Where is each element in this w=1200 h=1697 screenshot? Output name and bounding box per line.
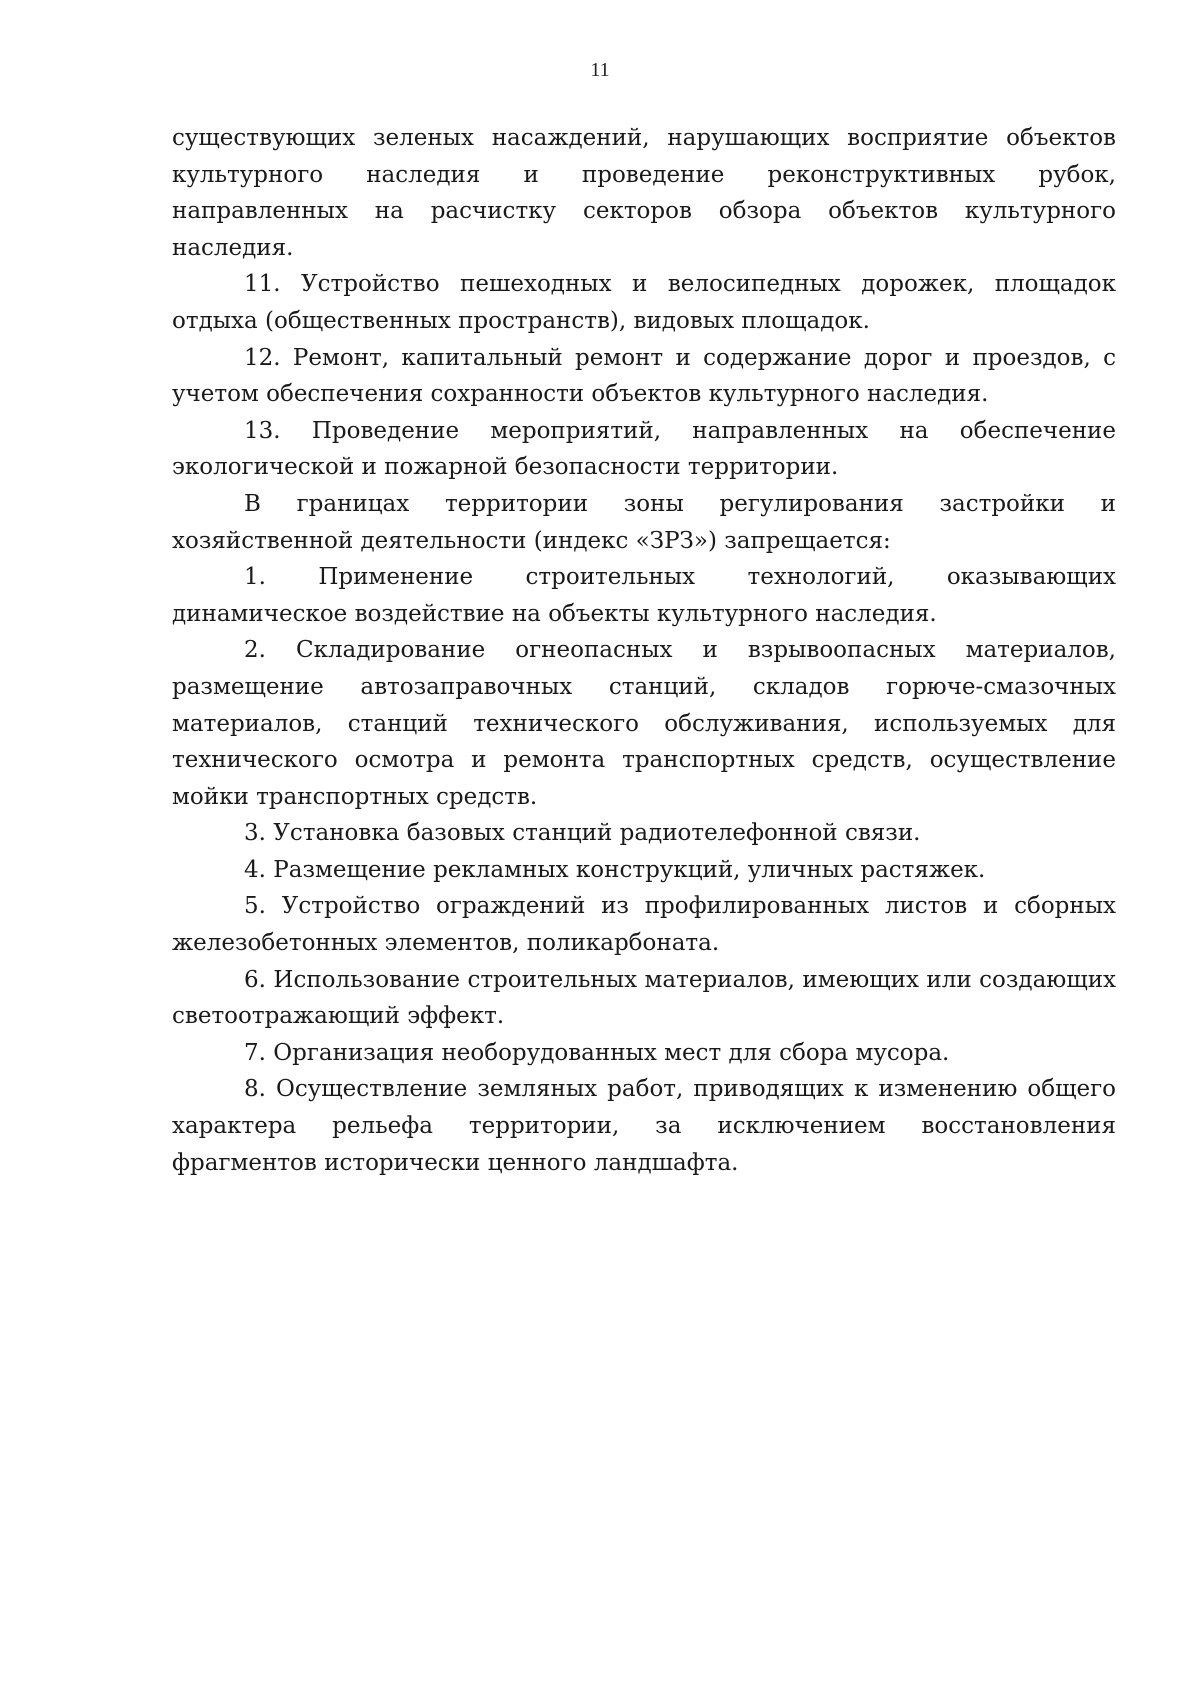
paragraph-prohibited-4: 4. Размещение рекламных конструкций, уличных растяжек. <box>244 856 986 883</box>
paragraph-prohibited-6: 6. Использование строительных материалов, имеющих или создающих светоотражающий эффект. <box>172 966 1116 1030</box>
paragraph-prohibited-5: 5. Устройство ограждений из профилированных листов и сборных железобетонных элементов, поликарбоната. <box>172 893 1116 957</box>
paragraph-prohibited-7: 7. Организация необорудованных мест для сбора мусора. <box>244 1039 950 1066</box>
paragraph-item-13: 13. Проведение мероприятий, направленных на обеспечение экологической и пожарной безопасности территории. <box>172 417 1116 481</box>
paragraph-item-11: 11. Устройство пешеходных и велосипедных дорожек, площадок отдыха (общественных пространств), видовых площадок. <box>172 271 1116 334</box>
paragraph-continuation: существующих зеленых насаждений, нарушающих восприятие объектов культурного наследия и проведение реконструктивных рубок, направленных на расчистку секторов обзора объектов культурного наследия. <box>172 125 1116 261</box>
paragraph-prohibited-2: 2. Складирование огнеопасных и взрывоопасных материалов, размещение автозаправочных станций, складов горюче-смазочных материалов, станций технического обслуживания, используемых для технического осмотра и ремонта транспортных средств, осуществление мойки транспортных средств. <box>172 637 1116 810</box>
paragraph-zrz-prohibited-intro: В границах территории зоны регулирования застройки и хозяйственной деятельности (индекс «ЗРЗ») запрещается: <box>172 490 1116 554</box>
document-body <box>172 120 1116 1181</box>
paragraph-prohibited-8: 8. Осуществление земляных работ, приводящих к изменению общего характера рельефа территории, за исключением восстановления фрагментов исторически ценного ландшафта. <box>172 1076 1116 1176</box>
paragraph-prohibited-1: 1. Применение строительных технологий, оказывающих динамическое воздействие на объекты культурного наследия. <box>172 564 1116 627</box>
paragraph-prohibited-3: 3. Установка базовых станций радиотелефонной связи. <box>244 820 921 847</box>
paragraph-item-12: 12. Ремонт, капитальный ремонт и содержание дорог и проездов, с учетом обеспечения сохранности объектов культурного наследия. <box>172 344 1116 408</box>
page-number: 11 <box>590 59 610 81</box>
